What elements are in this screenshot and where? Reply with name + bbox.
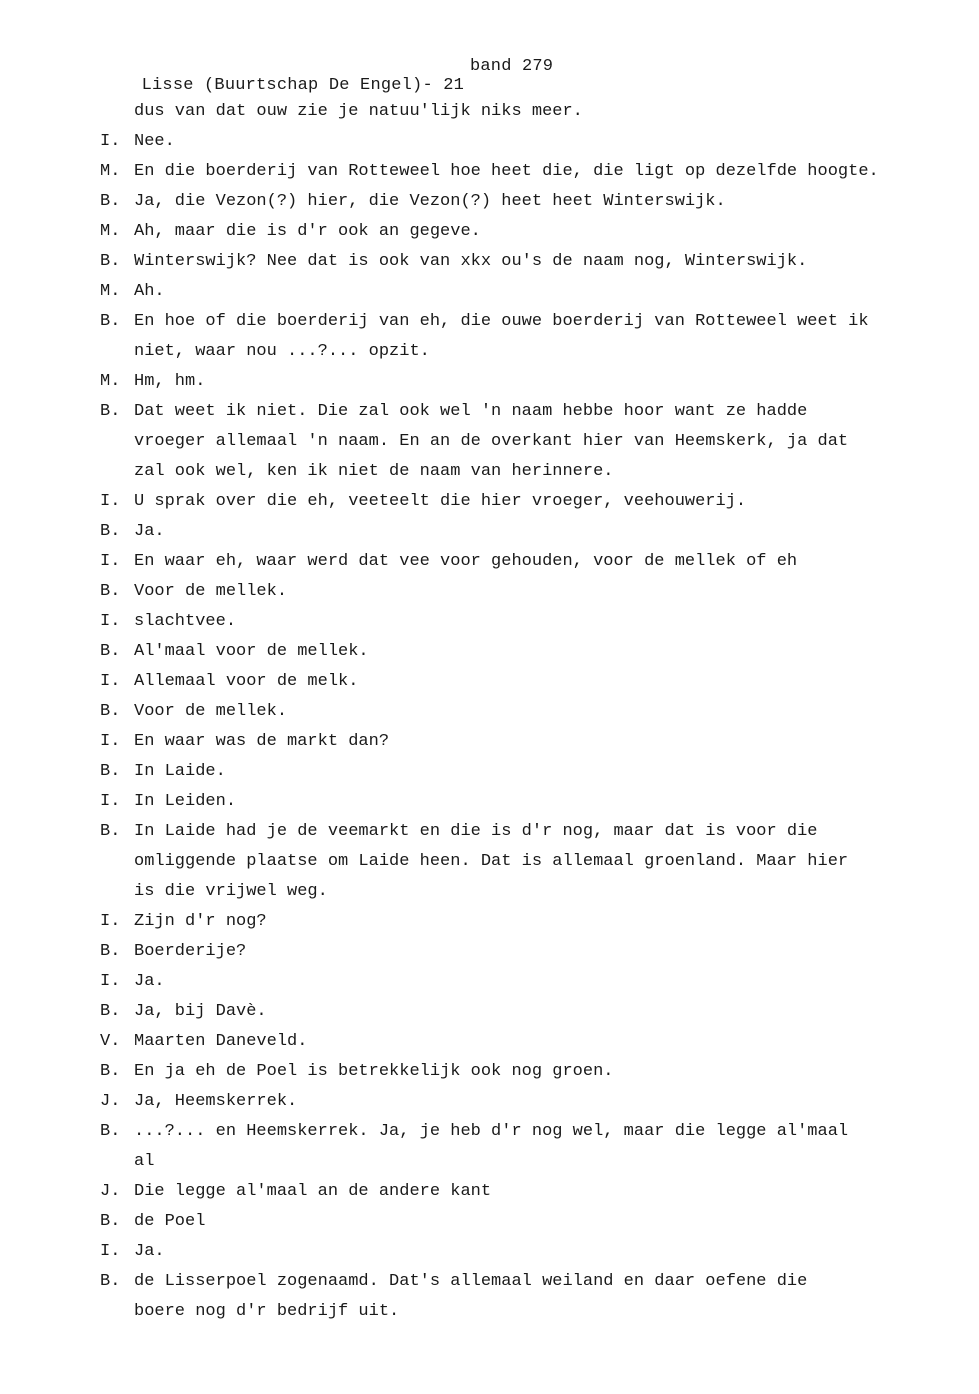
transcript-line <box>100 487 930 517</box>
speaker-label: B. <box>100 522 121 541</box>
transcript-line <box>100 427 930 457</box>
speaker-label: B. <box>100 1002 121 1021</box>
line-text: omliggende plaatse om Laide heen. Dat is allemaal groenland. Maar hier <box>134 852 849 871</box>
transcript-line <box>100 937 930 967</box>
line-text: Zijn d'r nog? <box>134 912 267 931</box>
line-text: de Lisserpoel zogenaamd. Dat's allemaal weiland en daar oefene die <box>134 1272 808 1291</box>
speaker-label: I. <box>100 792 121 811</box>
speaker-label: M. <box>100 162 121 181</box>
line-text: Voor de mellek. <box>134 582 288 601</box>
line-text: En waar was de markt dan? <box>134 732 390 751</box>
transcript-line <box>100 907 930 937</box>
line-text: Allemaal voor de melk. <box>134 672 359 691</box>
speaker-label: I. <box>100 552 121 571</box>
line-text: Voor de mellek. <box>134 702 288 721</box>
line-text: Ah, maar die is d'r ook an gegeve. <box>134 222 481 241</box>
speaker-label: I. <box>100 732 121 751</box>
line-text: Ja, Heemskerrek. <box>134 1092 298 1111</box>
transcript-line <box>100 577 930 607</box>
line-text: In Laide. <box>134 762 226 781</box>
line-text: U sprak over die eh, veeteelt die hier vroeger, veehouwerij. <box>134 492 747 511</box>
speaker-label: B. <box>100 402 121 421</box>
transcript-line <box>100 1177 930 1207</box>
transcript-line <box>100 157 930 187</box>
transcript-line <box>100 277 930 307</box>
transcript-line <box>100 997 930 1027</box>
speaker-label: I. <box>100 1242 121 1261</box>
speaker-label: M. <box>100 372 121 391</box>
line-text: Al'maal voor de mellek. <box>134 642 369 661</box>
transcript-line <box>100 1297 930 1327</box>
line-text: Ja. <box>134 1242 165 1261</box>
speaker-label: B. <box>100 1062 121 1081</box>
line-text: niet, waar nou ...?... opzit. <box>134 342 430 361</box>
speaker-label: B. <box>100 1272 121 1291</box>
speaker-label: I. <box>100 132 121 151</box>
line-text: de Poel <box>134 1212 206 1231</box>
line-text: is die vrijwel weg. <box>134 882 328 901</box>
transcript-body <box>100 97 930 1327</box>
header-title: Lisse (Buurtschap De Engel)- 21 <box>141 76 465 95</box>
line-text: al <box>134 1152 155 1171</box>
speaker-label: M. <box>100 282 121 301</box>
transcript-line <box>100 637 930 667</box>
transcript-line <box>100 1147 930 1177</box>
line-text: Dat weet ik niet. Die zal ook wel 'n naam hebbe hoor want ze hadde <box>134 402 808 421</box>
speaker-label: I. <box>100 492 121 511</box>
transcript-line <box>100 1267 930 1297</box>
speaker-label: B. <box>100 192 121 211</box>
line-text: boere nog d'r bedrijf uit. <box>134 1302 400 1321</box>
transcript-line <box>100 547 930 577</box>
speaker-label: V. <box>100 1032 121 1051</box>
transcript-line <box>100 1027 930 1057</box>
transcript-line <box>100 337 930 367</box>
line-text: Ja, bij Davè. <box>134 1002 267 1021</box>
line-text: En hoe of die boerderij van eh, die ouwe boerderij van Rotteweel weet ik <box>134 312 869 331</box>
speaker-label: B. <box>100 1212 121 1231</box>
line-text: En waar eh, waar werd dat vee voor gehouden, voor de mellek of eh <box>134 552 798 571</box>
transcript-line <box>100 1237 930 1267</box>
transcript-line <box>100 247 930 277</box>
line-text: Nee. <box>134 132 175 151</box>
transcript-line <box>100 817 930 847</box>
speaker-label: J. <box>100 1182 121 1201</box>
speaker-label: B. <box>100 642 121 661</box>
transcript-line <box>100 307 930 337</box>
transcript-line <box>100 517 930 547</box>
line-text: En die boerderij van Rotteweel hoe heet die, die ligt op dezelfde hoogte. <box>134 162 879 181</box>
transcript-line <box>100 127 930 157</box>
transcript-line <box>100 397 930 427</box>
transcript-line <box>100 967 930 997</box>
speaker-label: M. <box>100 222 121 241</box>
transcript-line <box>100 727 930 757</box>
transcript-line <box>100 1057 930 1087</box>
line-text: Winterswijk? Nee dat is ook van xkx ou's de naam nog, Winterswijk. <box>134 252 808 271</box>
transcript-line <box>100 367 930 397</box>
line-text: ...?... en Heemskerrek. Ja, je heb d'r nog wel, maar die legge al'maal <box>134 1122 849 1141</box>
line-text: slachtvee. <box>134 612 237 631</box>
line-text: In Leiden. <box>134 792 237 811</box>
speaker-label: I. <box>100 672 121 691</box>
header-band: band 279 <box>470 57 554 76</box>
transcript-line <box>100 217 930 247</box>
transcript-line <box>100 457 930 487</box>
speaker-label: B. <box>100 762 121 781</box>
transcript-line <box>100 187 930 217</box>
speaker-label: I. <box>100 912 121 931</box>
line-text: Ja. <box>134 972 165 991</box>
transcript-line <box>100 847 930 877</box>
line-text: En ja eh de Poel is betrekkelijk ook nog groen. <box>134 1062 614 1081</box>
speaker-label: J. <box>100 1092 121 1111</box>
transcript-line <box>100 757 930 787</box>
line-text: Boerderije? <box>134 942 247 961</box>
transcript-line <box>100 607 930 637</box>
line-text: Ah. <box>134 282 165 301</box>
speaker-label: B. <box>100 942 121 961</box>
line-text: Ja. <box>134 522 165 541</box>
speaker-label: I. <box>100 972 121 991</box>
line-text: Maarten Daneveld. <box>134 1032 308 1051</box>
transcript-line <box>100 1207 930 1237</box>
line-text: vroeger allemaal 'n naam. En an de overkant hier van Heemskerk, ja dat <box>134 432 849 451</box>
line-text: Die legge al'maal an de andere kant <box>134 1182 492 1201</box>
speaker-label: B. <box>100 1122 121 1141</box>
transcript-line <box>100 1087 930 1117</box>
speaker-label: B. <box>100 702 121 721</box>
transcript-line <box>100 697 930 727</box>
transcript-line <box>100 97 930 127</box>
line-text: Ja, die Vezon(?) hier, die Vezon(?) heet heet Winterswijk. <box>134 192 726 211</box>
transcript-line <box>100 1117 930 1147</box>
line-text: dus van dat ouw zie je natuu'lijk niks meer. <box>134 102 583 121</box>
transcript-line <box>100 877 930 907</box>
speaker-label: B. <box>100 312 121 331</box>
transcript-line <box>100 667 930 697</box>
line-text: zal ook wel, ken ik niet de naam van herinnere. <box>134 462 614 481</box>
line-text: Hm, hm. <box>134 372 206 391</box>
speaker-label: B. <box>100 822 121 841</box>
speaker-label: I. <box>100 612 121 631</box>
speaker-label: B. <box>100 582 121 601</box>
line-text: In Laide had je de veemarkt en die is d'r nog, maar dat is voor die <box>134 822 818 841</box>
speaker-label: B. <box>100 252 121 271</box>
transcript-line <box>100 787 930 817</box>
